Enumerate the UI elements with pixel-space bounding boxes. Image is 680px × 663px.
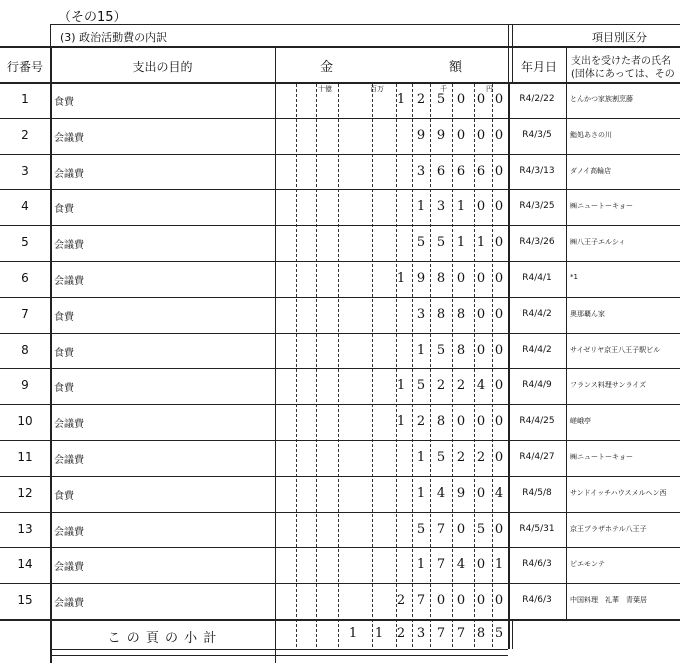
row-date: R4/6/3 xyxy=(522,559,552,570)
row-number: 14 xyxy=(17,557,33,572)
row-amount-digit: 0 xyxy=(494,127,504,143)
row-amount-digit: 5 xyxy=(436,342,446,358)
subtotal-amount-digit: 8 xyxy=(476,626,486,641)
row-purpose: 食費 xyxy=(54,204,74,216)
row-amount-digit: 0 xyxy=(494,378,504,394)
row-date: R4/4/2 xyxy=(522,344,552,355)
subtotal-amount-digit: 5 xyxy=(494,626,504,641)
row-date: R4/4/25 xyxy=(519,416,555,427)
row-amount-digit: 0 xyxy=(494,199,504,215)
row-amount-digit: 0 xyxy=(476,342,486,358)
row-amount-digit: 0 xyxy=(494,306,504,322)
row-amount-digit: 3 xyxy=(436,199,446,215)
row-date: R4/3/25 xyxy=(519,201,555,212)
row-amount-digit: 0 xyxy=(494,449,504,465)
header-date: 年月日 xyxy=(520,60,557,74)
row-purpose: 会議費 xyxy=(54,526,84,538)
row-purpose: 会議費 xyxy=(54,168,84,180)
row-date: R4/6/3 xyxy=(522,595,552,606)
row-date: R4/5/31 xyxy=(519,523,555,534)
row-amount-digit: 4 xyxy=(436,485,446,501)
row-number: 15 xyxy=(17,593,33,608)
row-amount-digit: 1 xyxy=(494,557,504,573)
row-amount-digit: 5 xyxy=(436,449,446,465)
row-amount-digit: 9 xyxy=(416,270,426,286)
row-amount-digit: 1 xyxy=(456,199,466,215)
row-date: R4/4/27 xyxy=(519,451,555,462)
subtotal-amount-digit: 2 xyxy=(396,626,406,641)
subtotal-amount-digit: 7 xyxy=(456,626,466,641)
header-purpose: 支出の目的 xyxy=(132,60,193,74)
row-payee: 奥那覇ん家 xyxy=(570,309,605,318)
row-amount-digit: 7 xyxy=(416,593,426,609)
row-amount-digit: 3 xyxy=(416,306,426,322)
row-amount-digit: 8 xyxy=(436,414,446,430)
row-amount-digit: 2 xyxy=(456,449,466,465)
row-amount-digit: 0 xyxy=(494,414,504,430)
row-amount-digit: 2 xyxy=(456,378,466,394)
unit-label-million: 百万 xyxy=(370,85,384,93)
row-number: 6 xyxy=(21,270,29,285)
row-payee: ㈱ニュートーキョー xyxy=(570,202,633,211)
section-title: (3) 政治活動費の内訳 xyxy=(60,31,168,44)
row-amount-digit: 5 xyxy=(416,235,426,251)
row-amount-digit: 5 xyxy=(416,378,426,394)
row-amount-digit: 0 xyxy=(494,342,504,358)
row-payee: 京王プラザホテル八王子 xyxy=(570,524,647,533)
subtotal-amount-digit: 1 xyxy=(348,626,358,641)
row-payee: 嵯峨亭 xyxy=(570,417,591,426)
row-amount-digit: 1 xyxy=(416,557,426,573)
row-amount-digit: 0 xyxy=(494,235,504,251)
row-payee: フランス料理サンライズ xyxy=(570,381,647,390)
row-amount-digit: 0 xyxy=(456,593,466,609)
row-amount-digit: 9 xyxy=(456,485,466,501)
row-amount-digit: 9 xyxy=(416,127,426,143)
row-amount-digit: 0 xyxy=(476,199,486,215)
row-amount-digit: 1 xyxy=(396,270,406,286)
row-amount-digit: 1 xyxy=(416,449,426,465)
subtotal-amount-digit: 1 xyxy=(374,626,384,641)
row-number: 5 xyxy=(21,235,29,250)
row-amount-digit: 2 xyxy=(416,414,426,430)
row-payee: ピエモンテ xyxy=(570,560,605,569)
row-amount-digit: 0 xyxy=(494,91,504,107)
row-amount-digit: 1 xyxy=(456,235,466,251)
row-amount-digit: 0 xyxy=(476,270,486,286)
row-amount-digit: 2 xyxy=(396,593,406,609)
row-amount-digit: 0 xyxy=(476,485,486,501)
row-purpose: 会議費 xyxy=(54,275,84,287)
row-number: 7 xyxy=(21,306,29,321)
row-amount-digit: 7 xyxy=(436,557,446,573)
subtotal-amount-digit: 3 xyxy=(416,626,426,641)
row-number: 9 xyxy=(21,378,29,393)
row-purpose: 会議費 xyxy=(54,419,84,431)
row-amount-digit: 1 xyxy=(396,414,406,430)
row-date: R4/3/13 xyxy=(519,165,555,176)
row-amount-digit: 0 xyxy=(476,414,486,430)
row-amount-digit: 1 xyxy=(476,235,486,251)
row-amount-digit: 8 xyxy=(456,306,466,322)
row-amount-digit: 1 xyxy=(396,91,406,107)
row-amount-digit: 8 xyxy=(436,270,446,286)
row-date: R4/3/5 xyxy=(522,129,552,140)
row-date: R4/3/26 xyxy=(519,237,555,248)
row-number: 3 xyxy=(21,163,29,178)
header-payee-line2: (団体にあっては、その xyxy=(571,69,675,80)
row-number: 2 xyxy=(21,127,29,142)
row-amount-digit: 1 xyxy=(416,485,426,501)
row-amount-digit: 4 xyxy=(456,557,466,573)
row-amount-digit: 7 xyxy=(436,521,446,537)
row-amount-digit: 4 xyxy=(476,378,486,394)
subtotal-label: こ の 頁 の 小 計 xyxy=(107,631,218,646)
row-number: 12 xyxy=(17,485,33,500)
row-amount-digit: 8 xyxy=(436,306,446,322)
header-row-no: 行番号 xyxy=(6,60,43,74)
row-payee: とんかつ家族割烹藤 xyxy=(570,94,633,103)
row-payee: サンドイッチハウスメルヘン西 xyxy=(570,488,667,497)
page-label: （その15） xyxy=(58,10,127,25)
row-amount-digit: 0 xyxy=(456,127,466,143)
header-payee-line1: 支出を受けた者の氏名 xyxy=(571,56,671,67)
row-amount-digit: 1 xyxy=(416,342,426,358)
row-amount-digit: 6 xyxy=(476,163,486,179)
unit-label-ten-million: 十億 xyxy=(318,85,332,93)
row-date: R4/4/9 xyxy=(522,380,552,391)
row-amount-digit: 0 xyxy=(494,270,504,286)
category-header: 項目別区分 xyxy=(592,31,647,44)
row-number: 11 xyxy=(17,449,33,464)
row-amount-digit: 1 xyxy=(416,199,426,215)
row-amount-digit: 9 xyxy=(436,127,446,143)
unit-label-thousand: 千 xyxy=(440,85,447,93)
row-amount-digit: 8 xyxy=(456,342,466,358)
row-amount-digit: 0 xyxy=(456,91,466,107)
row-purpose: 食費 xyxy=(54,383,74,395)
row-amount-digit: 0 xyxy=(476,306,486,322)
row-amount-digit: 0 xyxy=(476,91,486,107)
row-amount-digit: 0 xyxy=(476,127,486,143)
row-amount-digit: 5 xyxy=(436,235,446,251)
row-date: R4/4/1 xyxy=(522,272,552,283)
row-amount-digit: 5 xyxy=(436,91,446,107)
row-amount-digit: 0 xyxy=(456,270,466,286)
row-number: 13 xyxy=(17,521,33,536)
row-purpose: 食費 xyxy=(54,490,74,502)
row-payee: サイゼリヤ京王八王子駅ビル xyxy=(570,345,661,354)
row-payee: ダノイ高輪店 xyxy=(570,166,612,175)
row-payee: 鮨処あさの川 xyxy=(570,130,612,139)
row-amount-digit: 5 xyxy=(416,521,426,537)
row-purpose: 食費 xyxy=(54,311,74,323)
row-date: R4/5/8 xyxy=(522,487,552,498)
row-amount-digit: 2 xyxy=(436,378,446,394)
row-amount-digit: 2 xyxy=(476,449,486,465)
subtotal-amount-digit: 7 xyxy=(436,626,446,641)
row-purpose: 会議費 xyxy=(54,454,84,466)
row-amount-digit: 0 xyxy=(456,414,466,430)
row-number: 10 xyxy=(17,414,33,429)
row-number: 4 xyxy=(21,199,29,214)
row-number: 1 xyxy=(21,91,29,106)
row-date: R4/4/2 xyxy=(522,308,552,319)
row-purpose: 会議費 xyxy=(54,562,84,574)
row-amount-digit: 0 xyxy=(494,163,504,179)
row-amount-digit: 0 xyxy=(476,593,486,609)
row-date: R4/2/22 xyxy=(519,93,555,104)
row-amount-digit: 4 xyxy=(494,485,504,501)
row-payee: 中国料理 礼華 青葉居 xyxy=(570,596,647,605)
header-amount-right: 額 xyxy=(449,60,463,75)
row-amount-digit: 0 xyxy=(494,521,504,537)
row-amount-digit: 0 xyxy=(494,593,504,609)
row-amount-digit: 3 xyxy=(416,163,426,179)
row-amount-digit: 2 xyxy=(416,91,426,107)
row-amount-digit: 6 xyxy=(456,163,466,179)
row-payee: *1 xyxy=(570,272,578,281)
row-purpose: 会議費 xyxy=(54,132,84,144)
row-amount-digit: 6 xyxy=(436,163,446,179)
unit-label-yen: 円 xyxy=(486,85,493,93)
row-purpose: 会議費 xyxy=(54,598,84,610)
row-purpose: 食費 xyxy=(54,96,74,108)
row-purpose: 食費 xyxy=(54,347,74,359)
row-amount-digit: 0 xyxy=(436,593,446,609)
row-purpose: 会議費 xyxy=(54,240,84,252)
header-amount-left: 金 xyxy=(320,60,334,75)
row-amount-digit: 0 xyxy=(456,521,466,537)
row-payee: ㈱八王子エルシィ xyxy=(570,238,626,247)
row-amount-digit: 1 xyxy=(396,378,406,394)
row-number: 8 xyxy=(21,342,29,357)
row-amount-digit: 5 xyxy=(476,521,486,537)
row-payee: ㈱ニュートーキョー xyxy=(570,452,633,461)
row-amount-digit: 0 xyxy=(476,557,486,573)
